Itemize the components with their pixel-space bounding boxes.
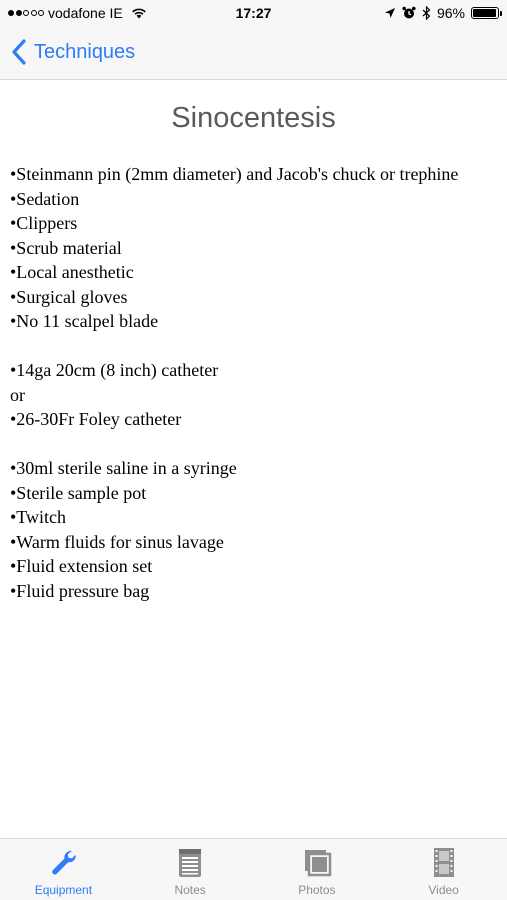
back-button-label: Techniques bbox=[34, 40, 136, 63]
list-item: •Steinmann pin (2mm diameter) and Jacob's chuck or trephine bbox=[10, 164, 459, 184]
page-title: Sinocentesis bbox=[171, 102, 336, 134]
tab-notes[interactable] bbox=[127, 839, 254, 900]
alarm-clock-icon bbox=[402, 6, 416, 20]
tab-video-label: Video bbox=[428, 883, 459, 897]
navigation-bar bbox=[0, 28, 507, 80]
film-icon bbox=[428, 845, 460, 879]
tab-video[interactable] bbox=[380, 839, 507, 900]
tab-photos-label: Photos bbox=[298, 883, 336, 897]
list-item: •Clippers bbox=[10, 213, 78, 233]
chevron-left-icon bbox=[10, 38, 28, 66]
list-item: •No 11 scalpel blade bbox=[10, 311, 159, 331]
list-item: •Surgical gloves bbox=[10, 286, 128, 307]
list-item: •14ga 20cm (8 inch) catheter bbox=[10, 360, 219, 380]
list-item: •Twitch bbox=[10, 507, 67, 527]
notepad-icon bbox=[174, 845, 206, 879]
tab-equipment[interactable] bbox=[0, 839, 127, 900]
status-bar bbox=[0, 0, 507, 28]
status-right bbox=[384, 5, 499, 21]
wrench-icon bbox=[47, 845, 79, 879]
list-spacer bbox=[10, 432, 497, 457]
list-item: •Scrub material bbox=[10, 237, 122, 258]
list-item: or bbox=[10, 384, 25, 405]
battery-icon bbox=[471, 7, 499, 19]
equipment-list bbox=[0, 162, 507, 603]
carrier-name: vodafone IE bbox=[48, 5, 123, 21]
tab-photos[interactable] bbox=[254, 839, 381, 900]
back-button[interactable] bbox=[10, 38, 135, 66]
list-item: •30ml sterile saline in a syringe bbox=[10, 458, 237, 478]
battery-percent: 96% bbox=[436, 5, 465, 21]
list-item: •26-30Fr Foley catheter bbox=[10, 409, 182, 429]
list-item: •Sedation bbox=[10, 188, 80, 209]
list-item: •Fluid pressure bag bbox=[10, 580, 150, 601]
location-arrow-icon bbox=[384, 7, 396, 20]
status-time: 17:27 bbox=[235, 5, 272, 21]
list-item: •Sterile sample pot bbox=[10, 482, 147, 503]
list-item: •Warm fluids for sinus lavage bbox=[10, 531, 224, 552]
bluetooth-icon bbox=[422, 6, 431, 20]
tab-bar bbox=[0, 838, 507, 900]
list-item: •Local anesthetic bbox=[10, 262, 134, 282]
content-area[interactable] bbox=[0, 80, 507, 839]
tab-equipment-label: Equipment bbox=[34, 883, 93, 897]
photos-icon bbox=[301, 845, 333, 879]
list-spacer bbox=[10, 334, 497, 359]
tab-notes-label: Notes bbox=[174, 883, 206, 897]
list-item: •Fluid extension set bbox=[10, 556, 153, 576]
